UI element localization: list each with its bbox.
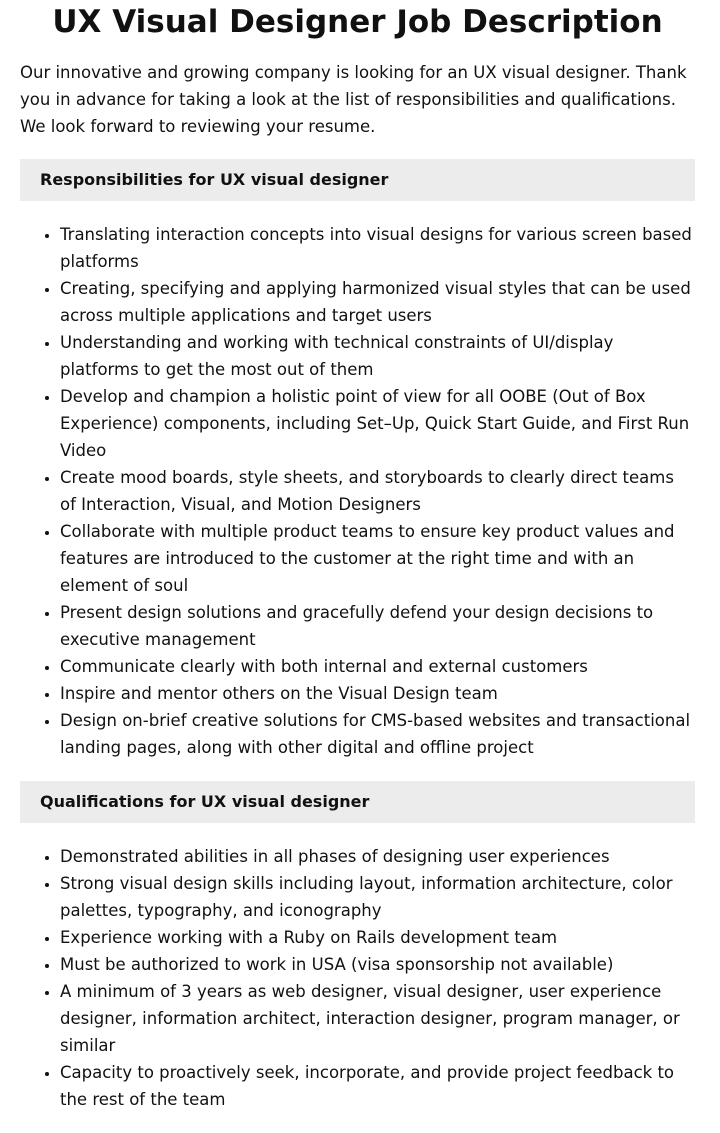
list-item: • Translating interaction concepts into visual designs for various screen based platforms [60,221,695,275]
list-item: • A minimum of 3 years as web designer, visual designer, user experience designer, information architect, interaction designer, program manager, or similar [60,978,695,1059]
qualifications-heading: Qualifications for UX visual designer [20,781,695,823]
list-item: • Experience working with a Ruby on Rails development team [60,924,695,951]
list-item: • Develop and champion a holistic point of view for all OOBE (Out of Box Experience) components, including Set–Up, Quick Start Guide, and First Run Video [60,383,695,464]
job-description-page [20,0,695,1113]
list-item: • Collaborate with multiple product teams to ensure key product values and features are introduced to the customer at the right time and with an element of soul [60,518,695,599]
list-item: • Capacity to proactively seek, incorporate, and provide project feedback to the rest of the team [60,1059,695,1113]
list-item: • Create mood boards, style sheets, and storyboards to clearly direct teams of Interaction, Visual, and Motion Designers [60,464,695,518]
list-item: • Design on-brief creative solutions for CMS-based websites and transactional landing pages, along with other digital and offline project [60,707,695,761]
list-item: • Strong visual design skills including layout, information architecture, color palettes, typography, and iconography [60,870,695,924]
responsibilities-heading: Responsibilities for UX visual designer [20,159,695,201]
list-item: • Present design solutions and gracefully defend your design decisions to executive management [60,599,695,653]
qualifications-list [20,843,695,1113]
page-title: UX Visual Designer Job Description [52,4,663,40]
responsibilities-list [20,221,695,761]
list-item: • Creating, specifying and applying harmonized visual styles that can be used across multiple applications and target users [60,275,695,329]
list-item: • Inspire and mentor others on the Visual Design team [60,680,695,707]
intro-paragraph: Our innovative and growing company is looking for an UX visual designer. Thank you in advance for taking a look at the list of responsibilities and qualifications. We look forward to reviewing your resume. [20,63,687,136]
list-item: • Communicate clearly with both internal and external customers [60,653,695,680]
list-item: • Must be authorized to work in USA (visa sponsorship not available) [60,951,695,978]
list-item: • Understanding and working with technical constraints of UI/display platforms to get the most out of them [60,329,695,383]
list-item: • Demonstrated abilities in all phases of designing user experiences [60,843,695,870]
